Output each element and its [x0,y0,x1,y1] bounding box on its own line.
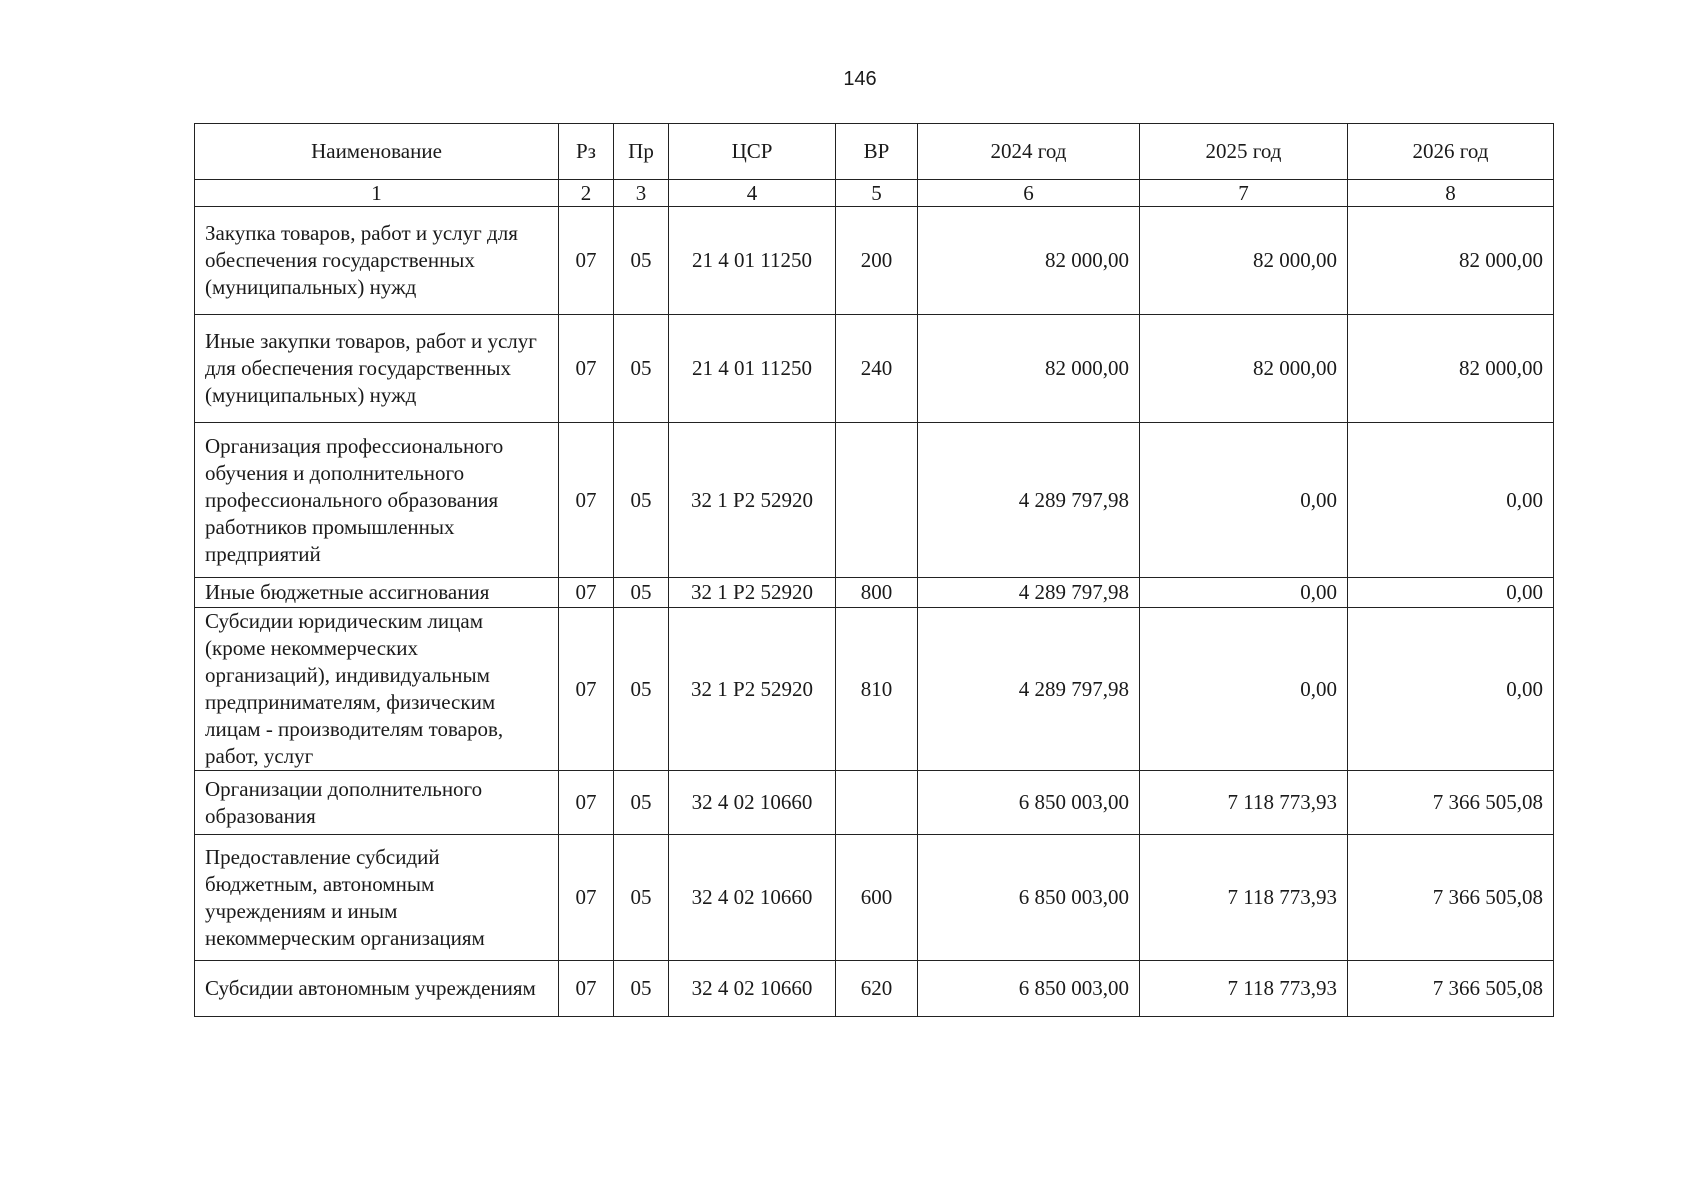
row-vr: 620 [836,961,918,1017]
row-name: Организации дополнительного образования [195,771,559,835]
column-number-row [195,180,1554,207]
column-number: 3 [614,180,669,207]
table-row [195,608,1554,771]
row-2024: 4 289 797,98 [918,423,1140,578]
header-vr: ВР [836,124,918,180]
table-row [195,578,1554,608]
row-2024: 4 289 797,98 [918,578,1140,608]
row-csr: 21 4 01 11250 [669,315,836,423]
row-2024: 82 000,00 [918,315,1140,423]
header-pr: Пр [614,124,669,180]
row-pr: 05 [614,608,669,771]
row-csr: 32 4 02 10660 [669,835,836,961]
row-pr: 05 [614,835,669,961]
column-number: 1 [195,180,559,207]
column-number: 4 [669,180,836,207]
header-name: Наименование [195,124,559,180]
row-csr: 32 1 Р2 52920 [669,608,836,771]
row-vr: 600 [836,835,918,961]
column-number: 8 [1348,180,1554,207]
row-pr: 05 [614,315,669,423]
row-pr: 05 [614,207,669,315]
row-name: Организация профессионального обучения и дополнительного профессионального образования работников промышленных предприятий [195,423,559,578]
row-2024: 6 850 003,00 [918,835,1140,961]
row-rz: 07 [559,315,614,423]
row-csr: 32 4 02 10660 [669,961,836,1017]
row-2025: 82 000,00 [1140,315,1348,423]
row-2025: 0,00 [1140,423,1348,578]
row-2026: 7 366 505,08 [1348,835,1554,961]
row-rz: 07 [559,961,614,1017]
row-2026: 82 000,00 [1348,207,1554,315]
row-2026: 82 000,00 [1348,315,1554,423]
header-csr: ЦСР [669,124,836,180]
row-rz: 07 [559,423,614,578]
row-csr: 32 1 Р2 52920 [669,578,836,608]
row-2026: 0,00 [1348,578,1554,608]
row-pr: 05 [614,578,669,608]
table-row [195,835,1554,961]
row-vr: 800 [836,578,918,608]
header-2026: 2026 год [1348,124,1554,180]
row-2024: 4 289 797,98 [918,608,1140,771]
table-row [195,315,1554,423]
header-row [195,124,1554,180]
page-number: 146 [843,68,877,90]
row-pr: 05 [614,961,669,1017]
row-2025: 7 118 773,93 [1140,771,1348,835]
row-2026: 0,00 [1348,423,1554,578]
row-vr [836,423,918,578]
row-vr [836,771,918,835]
row-name: Субсидии автономным учреждениям [195,961,559,1017]
row-vr: 200 [836,207,918,315]
table-row [195,961,1554,1017]
row-name: Иные бюджетные ассигнования [195,578,559,608]
row-2024: 6 850 003,00 [918,771,1140,835]
row-name: Предоставление субсидий бюджетным, автономным учреждениям и иным некоммерческим организациям [195,835,559,961]
table-row [195,423,1554,578]
row-vr: 240 [836,315,918,423]
column-number: 7 [1140,180,1348,207]
row-pr: 05 [614,771,669,835]
column-number: 5 [836,180,918,207]
row-csr: 21 4 01 11250 [669,207,836,315]
row-2025: 7 118 773,93 [1140,835,1348,961]
row-pr: 05 [614,423,669,578]
row-2025: 7 118 773,93 [1140,961,1348,1017]
row-vr: 810 [836,608,918,771]
row-rz: 07 [559,608,614,771]
row-csr: 32 4 02 10660 [669,771,836,835]
row-name: Закупка товаров, работ и услуг для обеспечения государственных (муниципальных) нужд [195,207,559,315]
row-name: Иные закупки товаров, работ и услуг для обеспечения государственных (муниципальных) нужд [195,315,559,423]
row-2026: 7 366 505,08 [1348,771,1554,835]
row-2025: 82 000,00 [1140,207,1348,315]
row-2025: 0,00 [1140,578,1348,608]
header-2025: 2025 год [1140,124,1348,180]
row-rz: 07 [559,771,614,835]
row-2024: 82 000,00 [918,207,1140,315]
row-csr: 32 1 Р2 52920 [669,423,836,578]
header-2024: 2024 год [918,124,1140,180]
row-name: Субсидии юридическим лицам (кроме некоммерческих организаций), индивидуальным предпринимателям, физическим лицам - производителям товаров, работ, услуг [195,608,559,771]
header-rz: Рз [559,124,614,180]
budget-table [194,123,1554,1017]
column-number: 2 [559,180,614,207]
row-2026: 7 366 505,08 [1348,961,1554,1017]
table-row [195,771,1554,835]
row-2024: 6 850 003,00 [918,961,1140,1017]
table-row [195,207,1554,315]
row-2025: 0,00 [1140,608,1348,771]
row-rz: 07 [559,578,614,608]
row-rz: 07 [559,207,614,315]
column-number: 6 [918,180,1140,207]
row-rz: 07 [559,835,614,961]
row-2026: 0,00 [1348,608,1554,771]
